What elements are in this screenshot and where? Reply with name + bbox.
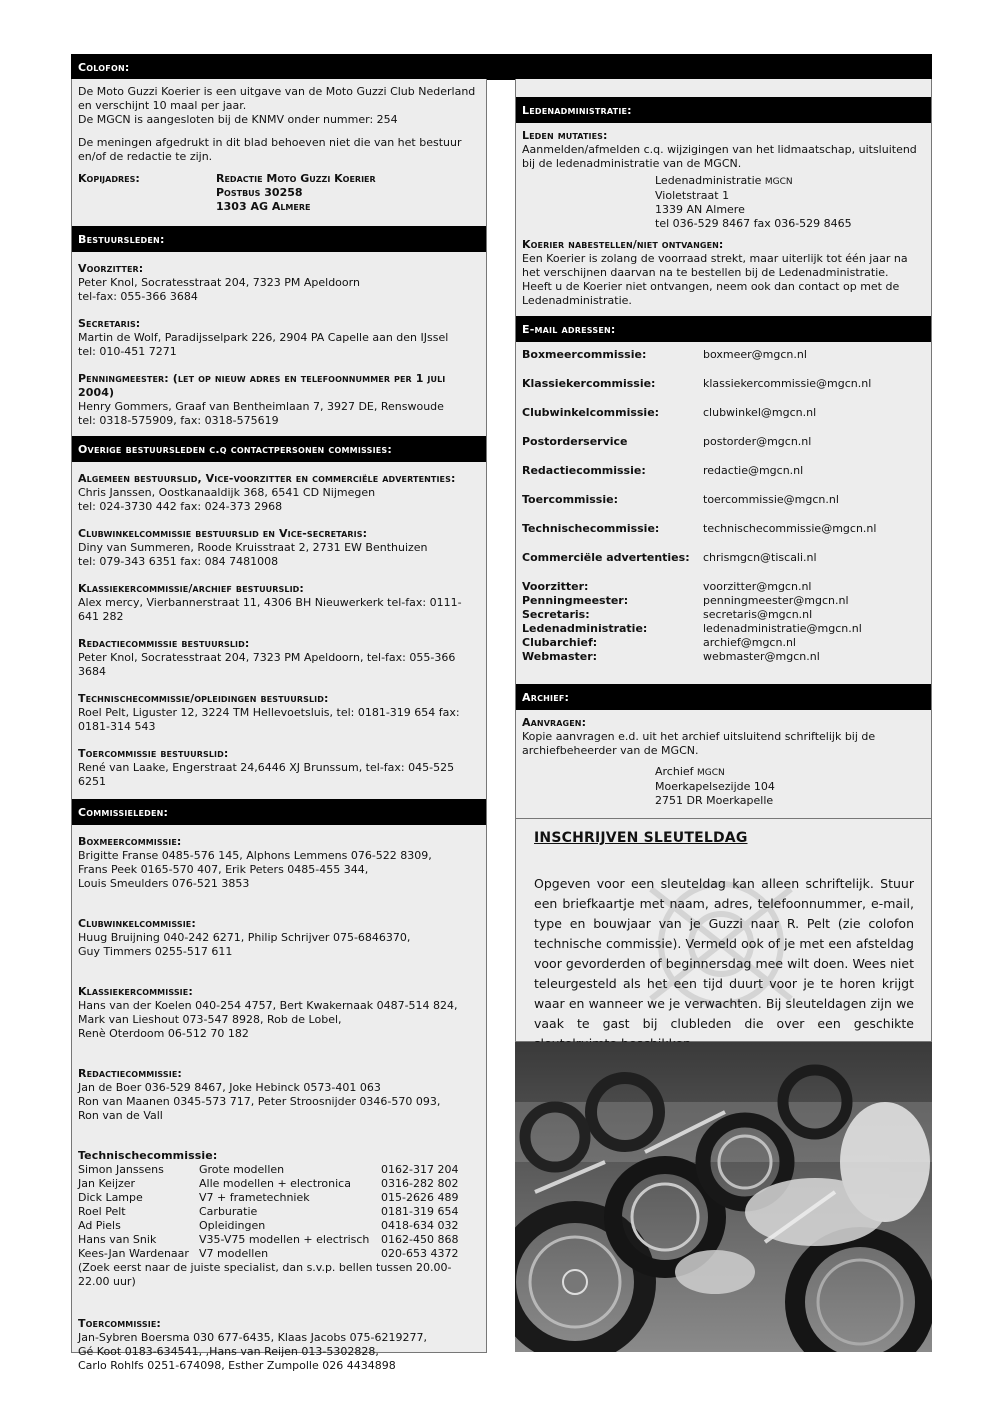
- commissie-line: Frans Peek 0165-570 407, Erik Peters 0485-455 344,: [78, 863, 369, 876]
- overige-role: Technischecommissie/opleidingen bestuurslid:: [78, 692, 329, 705]
- motorcycles-photo: [515, 1042, 932, 1352]
- archief-header: Archief:: [516, 684, 931, 710]
- kopij-label: Kopijadres:: [78, 172, 140, 185]
- archief-address: [655, 765, 925, 808]
- tech-phone: 020-653 4372: [381, 1247, 459, 1260]
- toer-title: Toercommissie:: [78, 1317, 161, 1330]
- email-address-link[interactable]: boxmeer@mgcn.nl: [703, 348, 807, 361]
- bestuur-role: Secretaris:: [78, 317, 141, 330]
- email-label: Voorzitter:: [522, 580, 589, 593]
- leden-address-line: 1339 AN Almere: [655, 203, 745, 216]
- tech-row: [78, 1191, 480, 1205]
- commissie-role: Klassiekercommissie:: [78, 985, 193, 998]
- commissie-line: Ron van de Vall: [78, 1109, 163, 1122]
- tech-specialty: Opleidingen: [199, 1219, 266, 1232]
- email-label: Clubwinkelcommissie:: [522, 406, 660, 419]
- toer-line: Carlo Rohlfs 0251-674098, Esther Zumpolle 026 4434898: [78, 1359, 396, 1372]
- tech-name: Simon Janssens: [78, 1163, 164, 1176]
- overige-block: [78, 692, 480, 734]
- overige-line: Chris Janssen, Oostkanaaldijk 368, 6541 CD Nijmegen: [78, 486, 376, 499]
- overige-line: Peter Knol, Socratesstraat 204, 7323 PM Apeldoorn, tel-fax: 055-366 3684: [78, 651, 456, 678]
- commissie-role: Clubwinkelcommissie:: [78, 917, 196, 930]
- archief-address-line: Moerkapelsezijde 104: [655, 780, 775, 793]
- email-row: [522, 594, 925, 608]
- email-address-link[interactable]: toercommissie@mgcn.nl: [703, 493, 839, 506]
- email-address-link[interactable]: redactie@mgcn.nl: [703, 464, 804, 477]
- email-address-link[interactable]: webmaster@mgcn.nl: [703, 650, 820, 663]
- email-label: Boxmeercommissie:: [522, 348, 647, 361]
- email-label: Webmaster:: [522, 650, 598, 663]
- overige-role: Klassiekercommissie/archief bestuurslid:: [78, 582, 304, 595]
- email-address-link[interactable]: chrismgcn@tiscali.nl: [703, 551, 817, 564]
- kopij-line: 1303 AG Almere: [216, 200, 311, 213]
- tech-name: Jan Keijzer: [78, 1177, 136, 1190]
- bestuur-line: tel-fax: 055-366 3684: [78, 290, 198, 303]
- mutaties-title: Leden mutaties:: [522, 129, 608, 142]
- commissie-line: Ron van Maanen 0345-573 717, Peter Stroosnijder 0346-570 093,: [78, 1095, 441, 1108]
- email-label: Toercommissie:: [522, 493, 618, 506]
- archief-address-name: [655, 765, 925, 780]
- commissie-role: Redactiecommissie:: [78, 1067, 182, 1080]
- bestuur-line: tel: 010-451 7271: [78, 345, 177, 358]
- colofon-intro: De Moto Guzzi Koerier is een uitgave van de Moto Guzzi Club Nederland en verschijnt 10 maal per jaar.: [78, 85, 476, 112]
- email-row: [522, 551, 925, 580]
- leden-address: [655, 174, 925, 231]
- overige-header: Overige bestuursleden c.q contactpersonen commissies:: [72, 436, 486, 462]
- email-address-link[interactable]: voorzitter@mgcn.nl: [703, 580, 812, 593]
- tech-row: [78, 1247, 480, 1261]
- overige-line: tel: 024-3730 442 fax: 024-373 2968: [78, 500, 283, 513]
- bestuur-line: Henry Gommers, Graaf van Bentheimlaan 7, 3927 DE, Renswoude: [78, 400, 444, 413]
- leden-address-tag: MGCN: [764, 177, 793, 187]
- overige-line: Diny van Summeren, Roode Kruisstraat 2, 2731 EW Benthuizen: [78, 541, 428, 554]
- email-label: Technischecommissie:: [522, 522, 660, 535]
- archief-sub: Aanvragen:: [522, 716, 587, 729]
- sleuteldag-title: INSCHRIJVEN SLEUTELDAG: [534, 830, 748, 846]
- bestuur-block: [78, 372, 480, 428]
- motorcycles-photo-icon: [515, 1042, 932, 1352]
- koerier-text-2: Heeft u de Koerier niet ontvangen, neem ook dan contact op met de Ledenadministratie.: [522, 280, 900, 307]
- leden-address-label: Ledenadministratie: [655, 174, 762, 187]
- tech-specialty: V7 + frametechniek: [199, 1191, 310, 1204]
- email-rows: [522, 348, 925, 580]
- sleuteldag-panel: [515, 819, 932, 1042]
- email-tight-rows: [522, 580, 925, 664]
- overige-role: Redactiecommissie bestuurslid:: [78, 637, 250, 650]
- commissie-line: Huug Bruijning 040-242 6271, Philip Schrijver 075-6846370,: [78, 931, 411, 944]
- commissie-role: Boxmeercommissie:: [78, 835, 182, 848]
- left-column: [71, 79, 487, 1372]
- email-row: [522, 608, 925, 622]
- colofon-knmv: De MGCN is aangesloten bij de KNMV onder nummer: 254: [78, 113, 398, 126]
- commissie-line: Hans van der Koelen 040-254 4757, Bert Kwakernaak 0487-514 824,: [78, 999, 458, 1012]
- bestuur-section: [72, 252, 486, 434]
- email-label: Commerciële advertenties:: [522, 551, 690, 564]
- email-row: [522, 650, 925, 664]
- kopij-line: Postbus 30258: [216, 186, 303, 199]
- tech-name: Ad Piels: [78, 1219, 121, 1232]
- bestuur-role: Voorzitter:: [78, 262, 144, 275]
- tech-phone: 0162-450 868: [381, 1233, 459, 1246]
- overige-line: tel: 079-343 6351 fax: 084 7481008: [78, 555, 279, 568]
- commissie-block: [78, 835, 480, 891]
- leden-address-line: Violetstraat 1: [655, 189, 730, 202]
- tech-specialty: Carburatie: [199, 1205, 258, 1218]
- email-label: Klassiekercommissie:: [522, 377, 656, 390]
- tech-phone: 015-2626 489: [381, 1191, 459, 1204]
- commissie-block: [78, 985, 480, 1041]
- overige-role: Algemeen bestuurslid, Vice-voorzitter en commerciële advertenties:: [78, 472, 456, 485]
- tech-phone: 0162-317 204: [381, 1163, 459, 1176]
- colofon-disclaimer: De meningen afgedrukt in dit blad behoeven niet die van het bestuur en/of de redactie te zijn.: [78, 136, 462, 163]
- overige-line: Roel Pelt, Liguster 12, 3224 TM Hellevoetsluis, tel: 0181-319 654 fax: 0181-314 543: [78, 706, 460, 733]
- bestuur-header: Bestuursleden:: [72, 226, 486, 252]
- commissie-line: Guy Timmers 0255-517 611: [78, 945, 233, 958]
- email-row: [522, 348, 925, 377]
- colofon-header-bar: [71, 54, 932, 80]
- commissie-block: [78, 1067, 480, 1123]
- overige-line: Alex mercy, Vierbannerstraat 11, 4306 BH Nieuwerkerk tel-fax: 0111-641 282: [78, 596, 462, 623]
- kopij-line: Redactie Moto Guzzi Koerier: [216, 172, 376, 185]
- overige-section: [72, 462, 486, 795]
- bestuur-line: tel: 0318-575909, fax: 0318-575619: [78, 414, 279, 427]
- email-label: Secretaris:: [522, 608, 590, 621]
- email-row: [522, 580, 925, 594]
- email-label: Clubarchief:: [522, 636, 598, 649]
- email-row: [522, 522, 925, 551]
- tech-rows: [78, 1163, 480, 1261]
- bestuur-block: [78, 262, 480, 304]
- bestuur-role: Penningmeester: (let op nieuw adres en telefoonnummer per 1 juli 2004): [78, 372, 446, 399]
- bestuur-block: [78, 317, 480, 359]
- email-address-link[interactable]: penningmeester@mgcn.nl: [703, 594, 849, 607]
- toer-block: [78, 1317, 480, 1373]
- koerier-text: Een Koerier is zolang de voorraad strekt, maar uiterlijk tot één jaar na het verschijnen daarvan na te bestellen bij de Ledenadministratie.: [522, 252, 908, 279]
- commissie-line: Jan de Boer 036-529 8467, Joke Hebinck 0573-401 063: [78, 1081, 381, 1094]
- commissie-list: [78, 835, 480, 1123]
- right-column: [515, 79, 932, 819]
- leden-header: Ledenadministratie:: [516, 97, 931, 123]
- archief-text: Kopie aanvragen e.d. uit het archief uitsluitend schriftelijk bij de archiefbeheerder van de MGCN.: [522, 730, 876, 757]
- commissie-line: Mark van Lieshout 073-547 8928, Rob de Lobel,: [78, 1013, 342, 1026]
- email-header: E-mail adressen:: [516, 316, 931, 342]
- email-label: Ledenadministratie:: [522, 622, 648, 635]
- overige-line: René van Laake, Engerstraat 24,6446 XJ Brunssum, tel-fax: 045-525 6251: [78, 761, 455, 788]
- email-row: [522, 377, 925, 406]
- overige-block: [78, 747, 480, 789]
- email-address-link[interactable]: secretaris@mgcn.nl: [703, 608, 813, 621]
- email-row: [522, 636, 925, 650]
- archief-address-line: 2751 DR Moerkapelle: [655, 794, 774, 807]
- toer-line: Jan-Sybren Boersma 030 677-6435, Klaas Jacobs 075-6219277,: [78, 1331, 428, 1344]
- tech-row: [78, 1205, 480, 1219]
- tech-row: [78, 1177, 480, 1191]
- commissie-line: Renè Oterdoom 06-512 70 182: [78, 1027, 249, 1040]
- colofon-section: [72, 79, 486, 220]
- tech-row: [78, 1233, 480, 1247]
- tech-row: [78, 1163, 480, 1177]
- leden-address-line: tel 036-529 8467 fax 036-529 8465: [655, 217, 852, 230]
- tech-specialty: V35-V75 modellen + electrisch: [199, 1233, 370, 1246]
- email-address-link[interactable]: ledenadministratie@mgcn.nl: [703, 622, 862, 635]
- email-label: Penningmeester:: [522, 594, 629, 607]
- bestuur-line: Peter Knol, Socratesstraat 204, 7323 PM Apeldoorn: [78, 276, 360, 289]
- commissie-header: Commissieleden:: [72, 799, 486, 825]
- mutaties-text: Aanmelden/afmelden c.q. wijzigingen van het lidmaatschap, uitsluitend bij de ledenadministratie van de MGCN.: [522, 143, 917, 170]
- tech-block: [78, 1149, 480, 1289]
- email-label: Redactiecommissie:: [522, 464, 646, 477]
- commissie-block: [78, 917, 480, 959]
- overige-role: Clubwinkelcommissie bestuurslid en Vice-secretaris:: [78, 527, 368, 540]
- tech-title: Technischecommissie:: [78, 1149, 218, 1162]
- tech-note: (Zoek eerst naar de juiste specialist, dan s.v.p. bellen tussen 20.00-22.00 uur): [78, 1261, 452, 1288]
- email-label: Postorderservice: [522, 435, 628, 448]
- leden-address-name: [655, 174, 925, 189]
- email-section: [516, 342, 931, 670]
- colofon-title: Colofon:: [78, 61, 130, 74]
- koerier-title: Koerier nabestellen/niet ontvangen:: [522, 238, 724, 251]
- archief-address-tag: MGCN: [697, 768, 725, 778]
- toer-line: Gé Koot 0183-634541, ,Hans van Reijen 013-5302828,: [78, 1345, 379, 1358]
- email-address-link[interactable]: klassiekercommissie@mgcn.nl: [703, 377, 872, 390]
- email-row: [522, 622, 925, 636]
- tech-phone: 0316-282 802: [381, 1177, 459, 1190]
- tech-specialty: V7 modellen: [199, 1247, 269, 1260]
- commissie-section: [72, 825, 486, 1379]
- tech-row: [78, 1219, 480, 1233]
- email-address-link[interactable]: technischecommissie@mgcn.nl: [703, 522, 877, 535]
- tech-name: Roel Pelt: [78, 1205, 126, 1218]
- overige-block: [78, 582, 480, 624]
- tech-name: Hans van Snik: [78, 1233, 157, 1246]
- archief-address-label: Archief: [655, 765, 694, 778]
- commissie-line: Brigitte Franse 0485-576 145, Alphons Lemmens 076-522 8309,: [78, 849, 432, 862]
- email-address-link[interactable]: clubwinkel@mgcn.nl: [703, 406, 817, 419]
- tech-specialty: Alle modellen + electronica: [199, 1177, 351, 1190]
- email-address-link[interactable]: postorder@mgcn.nl: [703, 435, 812, 448]
- overige-block: [78, 637, 480, 679]
- tech-name: Kees-Jan Wardenaar: [78, 1247, 189, 1260]
- email-address-link[interactable]: archief@mgcn.nl: [703, 636, 796, 649]
- overige-role: Toercommissie bestuurslid:: [78, 747, 229, 760]
- tech-name: Dick Lampe: [78, 1191, 143, 1204]
- email-row: [522, 493, 925, 522]
- overige-block: [78, 472, 480, 514]
- leden-section: [516, 123, 931, 314]
- archief-section: [516, 710, 931, 814]
- kopij-address: [78, 172, 480, 214]
- overige-block: [78, 527, 480, 569]
- email-row: [522, 435, 925, 464]
- tech-phone: 0181-319 654: [381, 1205, 459, 1218]
- email-row: [522, 406, 925, 435]
- tech-phone: 0418-634 032: [381, 1219, 459, 1232]
- bestuur-line: Martin de Wolf, Paradijsselpark 226, 2904 PA Capelle aan den IJssel: [78, 331, 449, 344]
- tech-specialty: Grote modellen: [199, 1163, 285, 1176]
- commissie-line: Louis Smeulders 076-521 3853: [78, 877, 250, 890]
- kopij-lines: [216, 172, 376, 214]
- sleuteldag-body: Opgeven voor een sleuteldag kan alleen schriftelijk. Stuur een briefkaartje met naam, adres, telefoonnummer, e-mail, type en bouwjaar van je Guzzi naar R. Pelt (zie colofon technische commissie). Vermeld ook of je met een afsteldag voor gevorderden of beginnersdag mee wilt doen. Wees niet teleurgesteld als het een tijd duurt voor je te horen krijgt waar en wanneer we je verwachten. Bij sleuteldagen zijn we vaak te gast bij clubleden die over een geschikte: [534, 876, 914, 1031]
- email-row: [522, 464, 925, 493]
